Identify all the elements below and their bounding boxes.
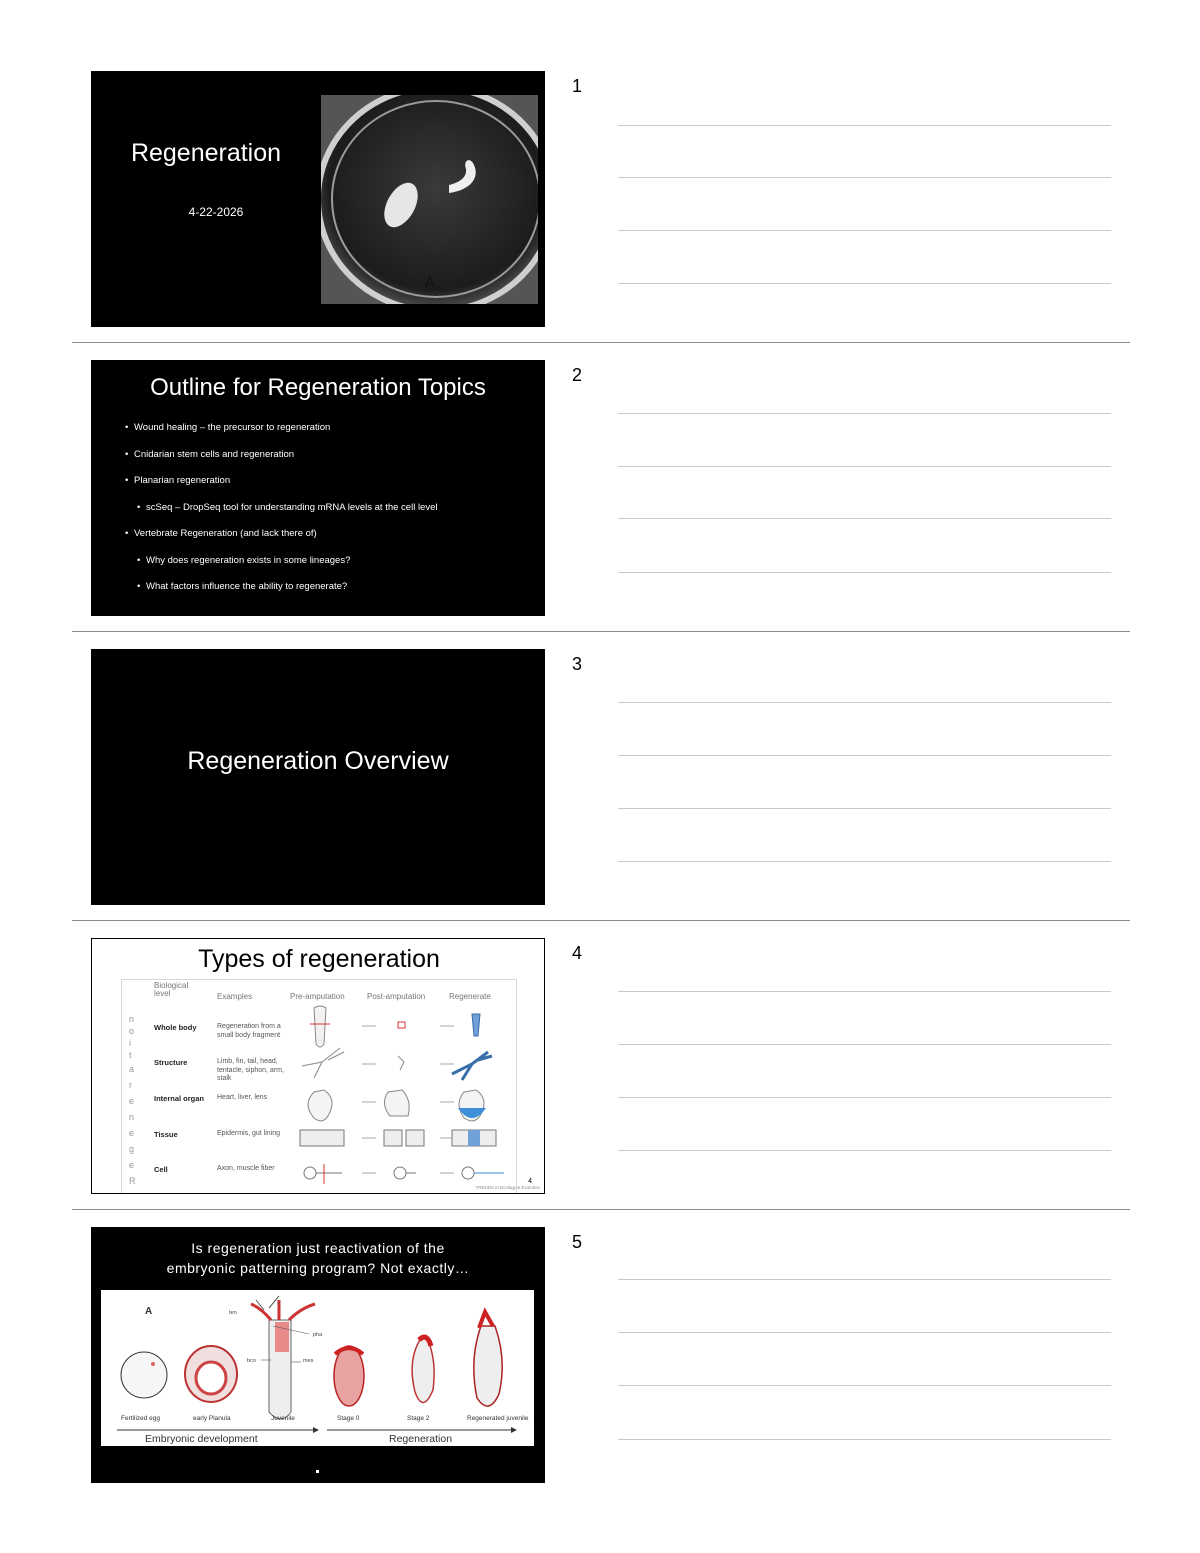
slide-5[interactable] [91,1227,545,1483]
regeneration-illustrations [292,1004,512,1189]
slide-page-mark: 4 [528,1178,532,1185]
regeneration-types-table [121,979,517,1194]
header-pre-amputation: Pre-amputation [290,992,345,1001]
header-post-amputation: Post-amputation [367,992,426,1001]
notes-line[interactable] [618,230,1111,231]
vertical-letter: t [129,1050,132,1060]
row-examples: Heart, liver, lens [217,1094,268,1101]
stage-label: Fertilized egg [121,1415,161,1422]
notes-line[interactable] [618,991,1111,992]
vertical-letter: e [129,1160,135,1170]
vertical-letter: e [129,1096,135,1106]
slide-1-date: 4-22-2026 [188,205,244,219]
notes-line[interactable] [618,1044,1111,1045]
outline-item: • Planarian regeneration [125,475,438,502]
slide-2[interactable] [91,360,545,616]
outline-subitem: • Why does regeneration exists in some lineages? [137,555,438,582]
notes-line[interactable] [618,1097,1111,1098]
row-level: Structure [154,1058,188,1067]
development-illustrations [101,1290,534,1446]
vertical-letter: o [129,1026,135,1036]
stage-label: Stage 2 [407,1415,430,1422]
outline-subitem: • What factors influence the ability to regenerate? [137,581,438,608]
slide-number-5: 5 [572,1232,583,1252]
slide-number-3: 3 [572,654,583,674]
outline-subitem: • scSeq – DropSeq tool for understanding mRNA levels at the cell level [137,502,438,529]
notes-line[interactable] [618,1279,1111,1280]
stage-label: Juvenile [271,1415,295,1422]
slide-row-1 [0,71,1200,360]
slide-dot [316,1470,319,1473]
row-divider [72,342,1130,343]
section-label-embryonic: Embryonic development [145,1433,258,1445]
row-examples: Limb, fin, tail, head, tentacle, siphon, arm, stalk [217,1058,284,1082]
vertical-letter: n [129,1112,135,1122]
vertical-letter: e [129,1128,135,1138]
vertical-letter: R [129,1176,136,1186]
row-level: Internal organ [154,1094,205,1103]
stage-label: Stage 0 [337,1415,360,1422]
outline-list [125,422,438,608]
vertical-letter: r [129,1080,132,1090]
slide-row-3 [0,649,1200,938]
slide-row-5 [0,1227,1200,1516]
vertical-letter: a [129,1064,135,1074]
slide-4-title: Types of regeneration [198,945,440,973]
slide-number-2: 2 [572,365,583,385]
header-examples: Examples [217,992,253,1001]
stage-label: Regenerated juvenile [467,1415,529,1422]
slide-1-title: Regeneration [130,139,282,167]
notes-line[interactable] [618,702,1111,703]
slide-3-title: Regeneration Overview [187,747,449,775]
slide-2-title: Outline for Regeneration Topics [150,374,486,401]
slide-4[interactable] [91,938,545,1194]
slide-5-title-line-2: embryonic patterning program? Not exactly… [166,1260,470,1276]
vertical-letter: n [129,1014,135,1024]
anatomy-label: bco [247,1358,256,1364]
header-regenerate: Regenerate [449,992,491,1001]
slide-3[interactable] [91,649,545,905]
notes-line[interactable] [618,125,1111,126]
slide-1[interactable] [91,71,545,327]
row-divider [72,1209,1130,1210]
notes-line[interactable] [618,1150,1111,1151]
notes-line[interactable] [618,755,1111,756]
notes-line[interactable] [618,1385,1111,1386]
photo-label: A [425,275,435,291]
row-examples: Epidermis, gut lining [217,1130,281,1137]
notes-line[interactable] [618,413,1111,414]
outline-item: • Cnidarian stem cells and regeneration [125,449,438,476]
stage-label: early Planula [193,1415,231,1422]
row-examples: Regeneration from a small body fragment [217,1023,281,1039]
slide-5-title [91,1238,545,1278]
slide-row-4 [0,938,1200,1227]
slide-row-2 [0,360,1200,649]
section-label-regeneration: Regeneration [389,1433,453,1445]
notes-line[interactable] [618,283,1111,284]
row-divider [72,631,1130,632]
slide-5-title-line-1: Is regeneration just reactivation of the [191,1240,445,1256]
notes-line[interactable] [618,808,1111,809]
notes-line[interactable] [618,1332,1111,1333]
petri-dish-photo [321,95,538,304]
figure-credit: TRENDS in Ecology & Evolution [475,1185,540,1190]
row-divider [72,920,1130,921]
panel-letter: A [145,1306,153,1317]
slide-number-1: 1 [572,76,583,96]
notes-line[interactable] [618,572,1111,573]
notes-line[interactable] [618,518,1111,519]
anatomy-label: pha [313,1332,323,1338]
vertical-letter: i [129,1038,131,1048]
row-level: Tissue [154,1130,178,1139]
notes-line[interactable] [618,1439,1111,1440]
anatomy-label: * [277,1302,280,1308]
anatomy-label: ten [229,1310,237,1316]
slide-number-4: 4 [572,943,583,963]
row-examples: Axon, muscle fiber [217,1165,275,1172]
row-level: Cell [154,1165,168,1174]
outline-item: • Vertebrate Regeneration (and lack there of) [125,528,438,555]
notes-line[interactable] [618,466,1111,467]
notes-line[interactable] [618,861,1111,862]
development-figure [101,1290,534,1446]
row-level: Whole body [154,1023,197,1032]
header-biological-level: Biological level [154,981,189,998]
outline-item: • Wound healing – the precursor to regeneration [125,422,438,449]
notes-line[interactable] [618,177,1111,178]
anatomy-label: mes [303,1358,314,1364]
vertical-letter: g [129,1144,135,1154]
